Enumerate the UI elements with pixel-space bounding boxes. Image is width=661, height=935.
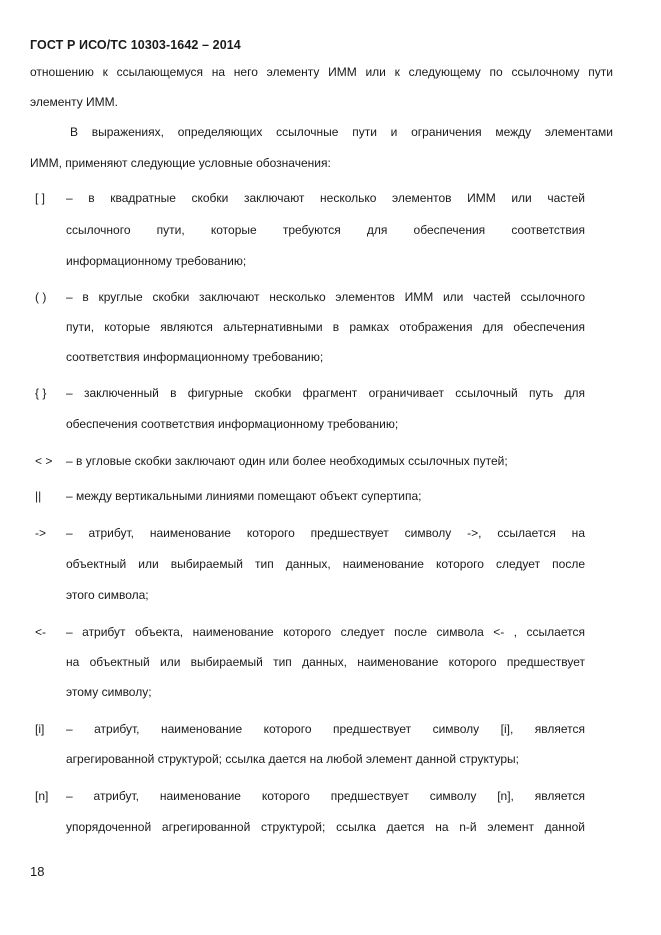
document-header: ГОСТ Р ИСО/ТС 10303-1642 – 2014 xyxy=(30,38,241,52)
item-vertical-lines-line-1: – между вертикальными линиями помещают объект супертипа; xyxy=(66,489,422,503)
item-right-arrow-line-3: этого символа; xyxy=(66,588,149,602)
item-index-n-line-2: упорядоченной агрегированной структурой; ссылка дается на n-й элемент данной xyxy=(66,820,585,834)
symbol-curly-brackets: { } xyxy=(35,386,47,400)
symbol-left-arrow: <- xyxy=(35,625,47,639)
intro-line-1: отношению к ссылающемуся на него элементу ИММ или к следующему по ссылочному пути xyxy=(30,65,613,79)
intro-line-2: элементу ИММ. xyxy=(30,95,119,109)
item-round-brackets-line-3: соответствия информационному требованию; xyxy=(66,350,324,364)
intro-line-3: В выражениях, определяющих ссылочные пути и ограничения между элементами xyxy=(70,125,613,139)
item-index-i-line-2: агрегированной структурой; ссылка дается на любой элемент данной структуры; xyxy=(66,752,519,766)
symbol-square-brackets: [ ] xyxy=(35,191,46,205)
intro-line-4: ИММ, применяют следующие условные обозначения: xyxy=(30,156,331,170)
item-round-brackets-line-1: – в круглые скобки заключают несколько элементов ИММ или частей ссылочного xyxy=(66,290,585,304)
item-square-brackets-line-1: – в квадратные скобки заключают несколько элементов ИММ или частей xyxy=(66,191,585,205)
item-square-brackets-line-2: ссылочного пути, которые требуются для обеспечения соответствия xyxy=(66,223,585,237)
item-left-arrow-line-2: на объектный или выбираемый тип данных, наименование которого предшествует xyxy=(66,655,585,669)
item-index-i-line-1: – атрибут, наименование которого предшествует символу [i], является xyxy=(66,722,585,736)
symbol-index-i: [i] xyxy=(35,722,45,736)
item-curly-brackets-line-1: – заключенный в фигурные скобки фрагмент ограничивает ссылочный путь для xyxy=(66,386,585,400)
item-angle-brackets-line-1: – в угловые скобки заключают один или более необходимых ссылочных путей; xyxy=(66,454,508,468)
symbol-round-brackets: ( ) xyxy=(35,290,47,304)
item-right-arrow-line-2: объектный или выбираемый тип данных, наименование которого следует после xyxy=(66,557,585,571)
symbol-vertical-lines: || xyxy=(35,489,42,503)
item-square-brackets-line-3: информационному требованию; xyxy=(66,254,247,268)
item-left-arrow-line-3: этому символу; xyxy=(66,685,152,699)
symbol-index-n: [n] xyxy=(35,789,49,803)
item-round-brackets-line-2: пути, которые являются альтернативными в рамках отображения для обеспечения xyxy=(66,320,585,334)
page-number: 18 xyxy=(30,864,45,879)
symbol-angle-brackets: < > xyxy=(35,454,53,468)
item-index-n-line-1: – атрибут, наименование которого предшествует символу [n], является xyxy=(66,789,585,803)
item-left-arrow-line-1: – атрибут объекта, наименование которого следует после символа <- , ссылается xyxy=(66,625,585,639)
symbol-right-arrow: -> xyxy=(35,526,47,540)
item-right-arrow-line-1: – атрибут, наименование которого предшествует символу ->, ссылается на xyxy=(66,526,585,540)
item-curly-brackets-line-2: обеспечения соответствия информационному требованию; xyxy=(66,417,399,431)
